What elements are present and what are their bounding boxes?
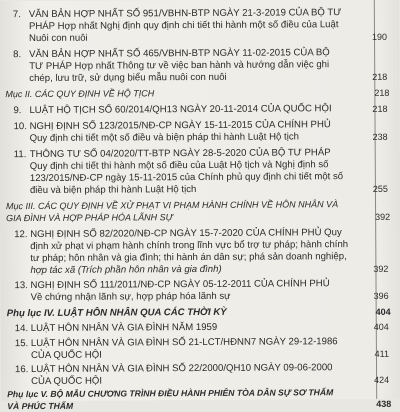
toc-entry-line: điều và biện pháp thi hành Luật Hộ tịch xyxy=(29,184,197,197)
toc-entry-7: 7. VĂN BẢN HỢP NHẤT SỐ 951/VBHN-BTP NGÀY 21-3-2019 CỦA BỘ TƯ PHÁP Hợp nhất Nghị định quy định chi tiết thi hành một số điều của Luật Nuôi con nuôi 190 xyxy=(12,7,388,45)
toc-entry-line: CỦA QUỐC HỘI xyxy=(31,375,103,388)
toc-section-3 xyxy=(6,199,392,225)
toc-entry-16: 16. LUẬT HÔN NHÂN VÀ GIA ĐÌNH SỐ 22/2000/QH10 NGÀY 09-06-2000 CỦA QUỐC HỘI 424 xyxy=(14,362,390,388)
toc-page-number: 396 xyxy=(373,290,389,301)
toc-entry-line: chép, lưu trữ, sử dụng biểu mẫu nuôi con nuôi xyxy=(29,71,227,85)
toc-page-number: 404 xyxy=(375,306,391,317)
toc-entry-line: NGHỊ ĐỊNH SỐ 82/2020/NĐ-CP NGÀY 15-7-2020 CỦA CHÍNH PHỦ Quy xyxy=(30,227,342,241)
toc-entry-line: VĂN BẢN HỢP NHẤT SỐ 465/VBHN-BTP NGÀY 11-02-2015 CỦA BỘ xyxy=(29,47,330,61)
toc-entry-line: CỦA QUỐC HỘI xyxy=(30,349,102,362)
toc-page-number: 404 xyxy=(373,321,389,332)
toc-entry-line: LUẬT HÔN NHÂN VÀ GIA ĐÌNH SỐ 22/2000/QH10 NGÀY 09-06-2000 xyxy=(30,362,333,376)
toc-entry-9: 9. LUẬT HỘ TỊCH SỐ 60/2014/QH13 NGÀY 20-11-2014 CỦA QUỐC HỘI 218 xyxy=(13,103,388,117)
toc-page-number: 238 xyxy=(372,131,388,142)
toc-page-number: 218 xyxy=(374,87,390,98)
toc-entry-line: tư pháp; hôn nhân và gia đình; thi hành án dân sự; phá sản doanh nghiệp, xyxy=(30,251,347,265)
toc-entry-8: 8. VĂN BẢN HỢP NHẤT SỐ 465/VBHN-BTP NGÀY 11-02-2015 CỦA BỘ TƯ PHÁP Hợp nhất Thông tư về việc ban hành và hướng dẫn việc ghi chép, lưu trữ, sử dụng biểu mẫu nuôi con nuôi 218 xyxy=(13,47,388,85)
toc-entry-line: VĂN BẢN HỢP NHẤT SỐ 951/VBHN-BTP NGÀY 21-3-2019 CỦA BỘ TƯ xyxy=(28,7,342,21)
toc-section-title: GIA ĐÌNH VÀ HỢP PHÁP HÓA LÃNH SỰ xyxy=(6,211,173,223)
toc-entry-line: NGHỊ ĐỊNH SỐ 123/2015/NĐ-CP NGÀY 15-11-2015 CỦA CHÍNH PHỦ xyxy=(29,119,331,133)
toc-entry-line: Về chứng nhận lãnh sự, hợp pháp hóa lãnh sự xyxy=(30,290,231,304)
toc-page-number: 218 xyxy=(372,103,388,114)
toc-entry-line: hợp tác xã (Trích phần hôn nhân và gia đình) xyxy=(30,263,222,277)
toc-entry-line: Quy định chi tiết một số điều và biện pháp thi hành Luật Hộ tịch xyxy=(29,131,299,145)
toc-part-title: Phụ lục IV. LUẬT HÔN NHÂN QUA CÁC THỜI KỲ xyxy=(6,306,227,320)
toc-entry-line: LUẬT HÔN NHÂN VÀ GIA ĐÌNH NĂM 1959 xyxy=(30,321,218,335)
toc-part-4 xyxy=(7,306,393,320)
toc-part-title: Phụ lục V. BỘ MẪU CHƯƠNG TRÌNH ĐIỀU HÀNH PHIÊN TÒA DÂN SỰ SƠ THẨM xyxy=(7,387,334,400)
toc-entry-line: Quy định chi tiết thi hành một số điều của Luật Hộ tịch và Nghị định số xyxy=(29,159,329,173)
toc-entry-line: PHÁP Hợp nhất Nghị định quy định chi tiết thi hành một số điều của Luật xyxy=(28,19,339,33)
toc-entry-12: 12. NGHỊ ĐỊNH SỐ 82/2020/NĐ-CP NGÀY 15-7-2020 CỦA CHÍNH PHỦ Quy định xử phạt vi phạm hành chính trong lĩnh vực bổ trợ tư pháp; hành chính tư pháp; hôn nhân và gia đình; thi hành án dân sự; phá sản doanh nghiệp, hợp tác xã (Trích phần hôn nhân và gia đình) 392 xyxy=(14,227,389,277)
toc-entry-15: 15. LUẬT HÔN NHÂN VÀ GIA ĐÌNH SỐ 21-LCT/HĐNN7 NGÀY 29-12-1986 CỦA QUỐC HỘI 411 xyxy=(14,336,389,362)
toc-part-5 xyxy=(7,386,393,412)
toc-section-2 xyxy=(5,87,391,101)
toc-page-number: 218 xyxy=(372,71,388,82)
toc-entry-line: LUẬT HỘ TỊCH SỐ 60/2014/QH13 NGÀY 20-11-2014 CỦA QUỐC HỘI xyxy=(29,103,332,117)
toc-entry-14: 14. LUẬT HÔN NHÂN VÀ GIA ĐÌNH NĂM 1959 404 xyxy=(14,321,389,335)
toc-entry-line: định xử phạt vi phạm hành chính trong lĩnh vực bổ trợ tư pháp; hành chính xyxy=(30,239,349,253)
toc-entry-10: 10. NGHỊ ĐỊNH SỐ 123/2015/NĐ-CP NGÀY 15-11-2015 CỦA CHÍNH PHỦ Quy định chi tiết một số điều và biện pháp thi hành Luật Hộ tịch 238 xyxy=(13,119,388,145)
toc-entry-line: TƯ PHÁP Hợp nhất Thông tư về việc ban hành và hướng dẫn việc ghi xyxy=(29,59,330,73)
toc-page-number: 392 xyxy=(375,211,391,222)
toc-section-title: Mục II. CÁC QUY ĐỊNH VỀ HỘ TỊCH xyxy=(5,88,155,100)
toc-page-number: 438 xyxy=(376,398,392,409)
toc-entry-line: Nuôi con nuôi xyxy=(28,32,88,45)
toc-entry-line: 123/2015/NĐ-CP ngày 15-11-2015 của Chính phủ quy định chi tiết một số xyxy=(29,171,344,185)
toc-entry-line: NGHỊ ĐỊNH SỐ 111/2011/NĐ-CP NGÀY 05-12-2011 CỦA CHÍNH PHỦ xyxy=(30,278,330,292)
toc-page-number: 411 xyxy=(374,348,389,359)
toc-page-number: 424 xyxy=(374,374,390,385)
toc-page-number: 255 xyxy=(372,183,388,194)
toc-entry-line: LUẬT HÔN NHÂN VÀ GIA ĐÌNH SỐ 21-LCT/HĐNN7 NGÀY 29-12-1986 xyxy=(30,336,338,350)
toc-entry-11: 11. THÔNG TƯ SỐ 04/2020/TT-BTP NGÀY 28-5-2020 CỦA BỘ TƯ PHÁP Quy định chi tiết thi hành một số điều của Luật Hộ tịch và Nghị định số 123/2015/NĐ-CP ngày 15-11-2015 của Chính phủ quy định chi tiết một số điều và biện pháp thi hành Luật Hộ tịch 255 xyxy=(13,147,388,197)
toc-entry-line: THÔNG TƯ SỐ 04/2020/TT-BTP NGÀY 28-5-2020 CỦA BỘ TƯ PHÁP xyxy=(29,147,331,161)
toc-page-number: 190 xyxy=(371,31,388,42)
toc-part-title: VÀ PHÚC THẨM xyxy=(7,400,74,412)
toc-entry-13: 13. NGHỊ ĐỊNH SỐ 111/2011/NĐ-CP NGÀY 05-12-2011 CỦA CHÍNH PHỦ Về chứng nhận lãnh sự, hợp pháp hóa lãnh sự 396 xyxy=(14,278,389,304)
toc-page-number: 392 xyxy=(373,263,389,274)
toc-section-title: Mục III. CÁC QUY ĐỊNH VỀ XỬ PHẠT VI PHẠM HÀNH CHÍNH VỀ HÔN NHÂN VÀ xyxy=(6,199,339,212)
